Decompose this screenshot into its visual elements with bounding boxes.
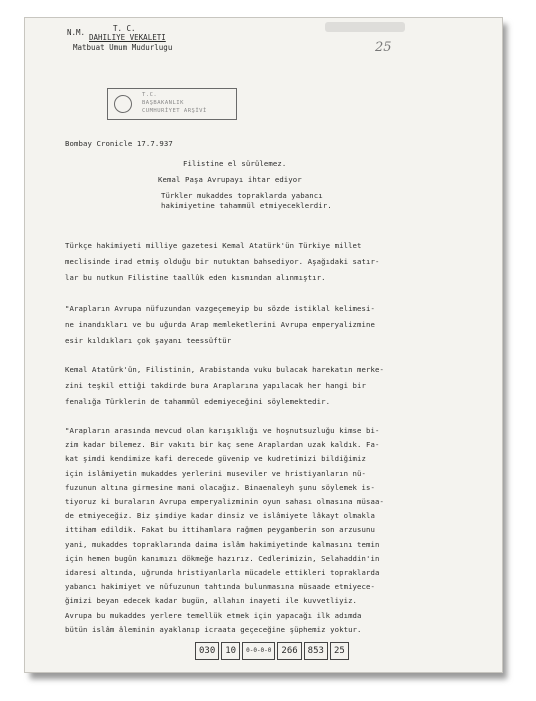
archive-stamp: [107, 88, 237, 120]
paragraph-3: [65, 362, 463, 410]
text-line: meclisinde irad etmiş olduğu bir nutuktan bahsediyor. Aşağıdaki satır-: [65, 257, 380, 266]
headline-line-3: Türkler mukaddes topraklarda yabancı: [161, 191, 323, 200]
headline-block: [25, 156, 502, 211]
document-page: [24, 17, 503, 673]
headline-title: Filistine el sürülemez.: [183, 159, 287, 168]
text-line: "Arapların arasında mevcud olan karışıklığı ve hoşnutsuzluğu kimse bi-: [65, 426, 380, 435]
paper-smudge: [325, 22, 405, 32]
paragraph-1: [65, 238, 463, 286]
headline-subtitle: Kemal Paşa Avrupayı ihtar ediyor: [158, 175, 302, 184]
text-line: esir kıldıkları çok şayanı teessüftür: [65, 336, 232, 345]
text-line: fuzunun altına girmesine mani olacağız. Binaenaleyh şunu söylemek is-: [65, 482, 376, 492]
text-line: tiyoruz ki buraların Avrupa emperyalizminin oyun sahası olmasına müsaa-: [65, 497, 385, 507]
archive-code-box: 853: [304, 642, 328, 660]
stamp-line-3: CUMHURİYET ARŞİVİ: [142, 108, 207, 114]
text-line: için islâmiyetin mukaddes yerlerini museviler ve hristiyanların nü-: [65, 468, 367, 478]
text-line: yani, mukaddes topraklarında daima islâm hakimiyetinde kalmasını temin: [65, 539, 380, 549]
crescent-emblem-icon: [114, 95, 132, 113]
source-line: Bombay Cronicle 17.7.937: [65, 139, 173, 148]
header-ministry: DAHILIYE VEKALETI: [89, 33, 166, 42]
text-line: zim kadar bilemez. Bir vakıtı bir kaç sene Araplardan uzak kaldık. Fa-: [65, 440, 380, 450]
text-line: Avrupa bu mukaddes yerlere temellük etmek için yapacağı ilk adımda: [65, 610, 362, 620]
text-line: de etmiyeceğiz. Biz şimdiye kadar dinsiz ve islâmiyete lâkayt olmakla: [65, 511, 376, 521]
text-line: idaresi altında, uğrunda hristiyanlarla mücadele ettikleri topraklarda: [65, 568, 380, 578]
stamp-line-1: T.C.: [142, 92, 158, 98]
handwritten-number: 25: [375, 40, 392, 55]
archive-code-box: 25: [330, 642, 349, 660]
headline-line-4: hakimiyetine tahammül etmiyeceklerdir.: [161, 201, 332, 210]
header-code: N.M.: [67, 28, 86, 37]
text-line: "Arapların Avrupa nüfuzundan vazgeçemeyip bu sözde istiklal kelimesi-: [65, 304, 376, 313]
stamp-line-2: BAŞBAKANLIK: [142, 100, 184, 106]
archive-code-box: 0-0-0-0: [242, 642, 275, 660]
archive-code-strip: [195, 642, 351, 660]
text-line: yabancı hakimiyet ve nüfuzunun tahtında bulunmasına müsaade etmiyece-: [65, 582, 376, 592]
text-line: için hemen bugün kanımızı dökmeğe hazırız. Cedlerimizin, Selahaddin'in: [65, 553, 380, 563]
archive-code-box: 266: [277, 642, 301, 660]
header-state: T. C.: [113, 24, 136, 33]
text-line: ittiham edildik. Fakat bu ittihamlara rağmen peygamberin son arzusunu: [65, 525, 376, 535]
text-line: fenalığa Türklerin de tahammül edemiyeceğini söylemektedir.: [65, 397, 331, 406]
text-line: Kemal Atatürk'ün, Filistinin, Arabistanda vuku bulacak harekatın merke-: [65, 365, 385, 374]
text-line: lar bu nutkun Filistine taallûk eden kısmından alınmıştır.: [65, 273, 326, 282]
text-line: ne inandıkları ve bu uğurda Arap memleketlerini Avrupa emperyalizmine: [65, 320, 376, 329]
header-directorate: Matbuat Umum Mudurlugu: [73, 43, 173, 52]
text-line: Türkçe hakimiyeti milliye gazetesi Kemal Atatürk'ün Türkiye millet: [65, 241, 362, 250]
text-line: kat şimdi kendimize kafi derecede güvenip ve kudretimizi bildiğimiz: [65, 454, 367, 464]
archive-code-box: 030: [195, 642, 219, 660]
text-line: zini teşkil ettiği takdirde bura Araplarına yapılacak her hangi bir: [65, 381, 367, 390]
paragraph-4: [65, 424, 463, 637]
text-line: bütün islâm âleminin ayaklanıp icraata geçeceğine şüphemiz yoktur.: [65, 624, 362, 634]
archive-code-box: 10: [221, 642, 240, 660]
text-line: ğimizi beyan edecek kadar bugün, allahın inayeti ile kuvvetliyiz.: [65, 596, 358, 606]
paragraph-2: [65, 301, 463, 349]
